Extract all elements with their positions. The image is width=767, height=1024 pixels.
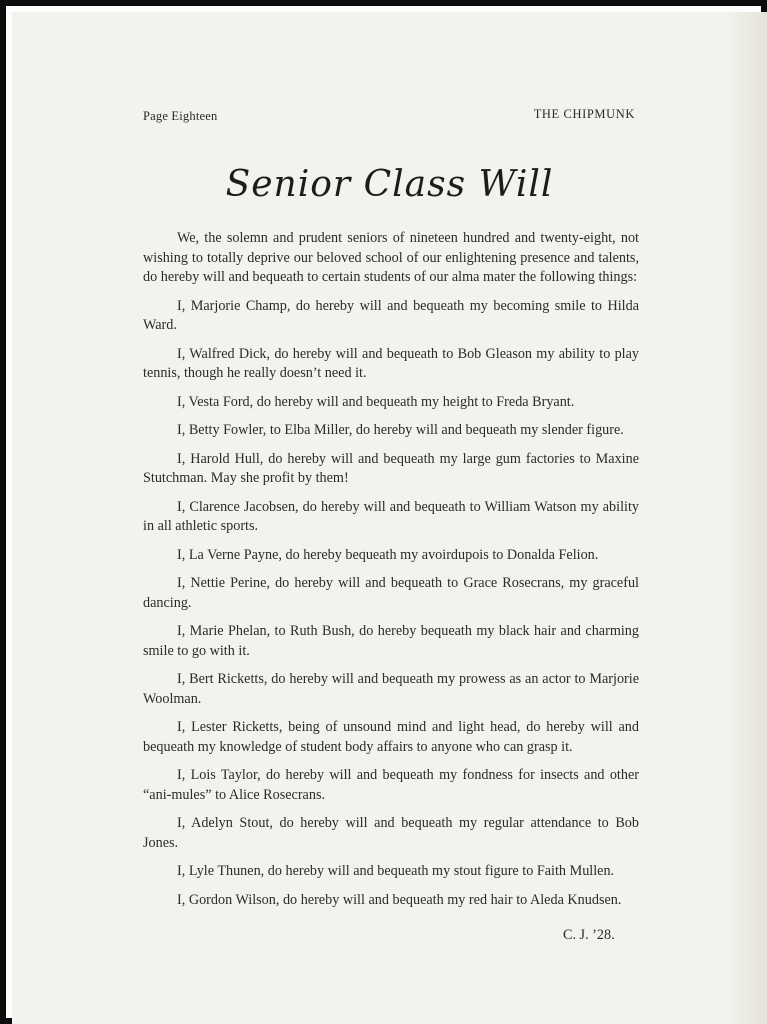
bequest-paragraph: I, Vesta Ford, do hereby will and bequeath my height to Freda Bryant. xyxy=(177,393,575,410)
bequest-paragraph: I, Clarence Jacobsen, do hereby will and bequeath to William Watson my ability in all athletic sports. xyxy=(143,498,639,534)
bequest-paragraph: I, Nettie Perine, do hereby will and bequeath to Grace Rosecrans, my graceful dancing. xyxy=(143,575,639,611)
will-body xyxy=(143,229,639,919)
intro-paragraph: We, the solemn and prudent seniors of nineteen hundred and twenty-eight, not wishing to totally deprive our beloved school of our enlightening presence and talents, do hereby will and bequeath to certain students of our alma mater the following things: xyxy=(143,230,639,285)
bequest-paragraph: I, Marie Phelan, to Ruth Bush, do hereby bequeath my black hair and charming smile to go with it. xyxy=(143,623,639,659)
bequest-paragraph: I, Lyle Thunen, do hereby will and bequeath my stout figure to Faith Mullen. xyxy=(177,863,615,879)
page xyxy=(12,12,767,1024)
page-number: Page Eighteen xyxy=(143,109,218,123)
page-title: Senior Class Will xyxy=(225,164,554,205)
bequest-paragraph: I, Harold Hull, do hereby will and bequeath my large gum factories to Maxine Stutchman. May she profit by them! xyxy=(143,450,639,486)
author-signature: C. J. ’28. xyxy=(563,927,615,943)
bequest-paragraph: I, Adelyn Stout, do hereby will and bequeath my regular attendance to Bob Jones. xyxy=(143,815,639,851)
bequest-paragraph: I, Lester Ricketts, being of unsound mind and light head, do hereby will and bequeath my knowledge of student body affairs to anyone who can grasp it. xyxy=(143,719,639,755)
bequest-paragraph: I, La Verne Payne, do hereby bequeath my avoirdupois to Donalda Felion. xyxy=(177,546,599,563)
bequest-paragraph: I, Marjorie Champ, do hereby will and bequeath my becoming smile to Hilda Ward. xyxy=(143,297,639,333)
bequest-paragraph: I, Lois Taylor, do hereby will and bequeath my fondness for insects and other “ani-mules” to Alice Rosecrans. xyxy=(143,767,639,803)
bequest-paragraph: I, Gordon Wilson, do hereby will and bequeath my red hair to Aleda Knudsen. xyxy=(177,891,622,908)
bequest-paragraph: I, Betty Fowler, to Elba Miller, do hereby will and bequeath my slender figure. xyxy=(177,422,624,438)
bequest-paragraph: I, Walfred Dick, do hereby will and bequeath to Bob Gleason my ability to play tennis, though he really doesn’t need it. xyxy=(143,345,639,381)
bequest-paragraph: I, Bert Ricketts, do hereby will and bequeath my prowess as an actor to Marjorie Woolman. xyxy=(143,671,639,707)
publication-name: THE CHIPMUNK xyxy=(533,107,635,121)
